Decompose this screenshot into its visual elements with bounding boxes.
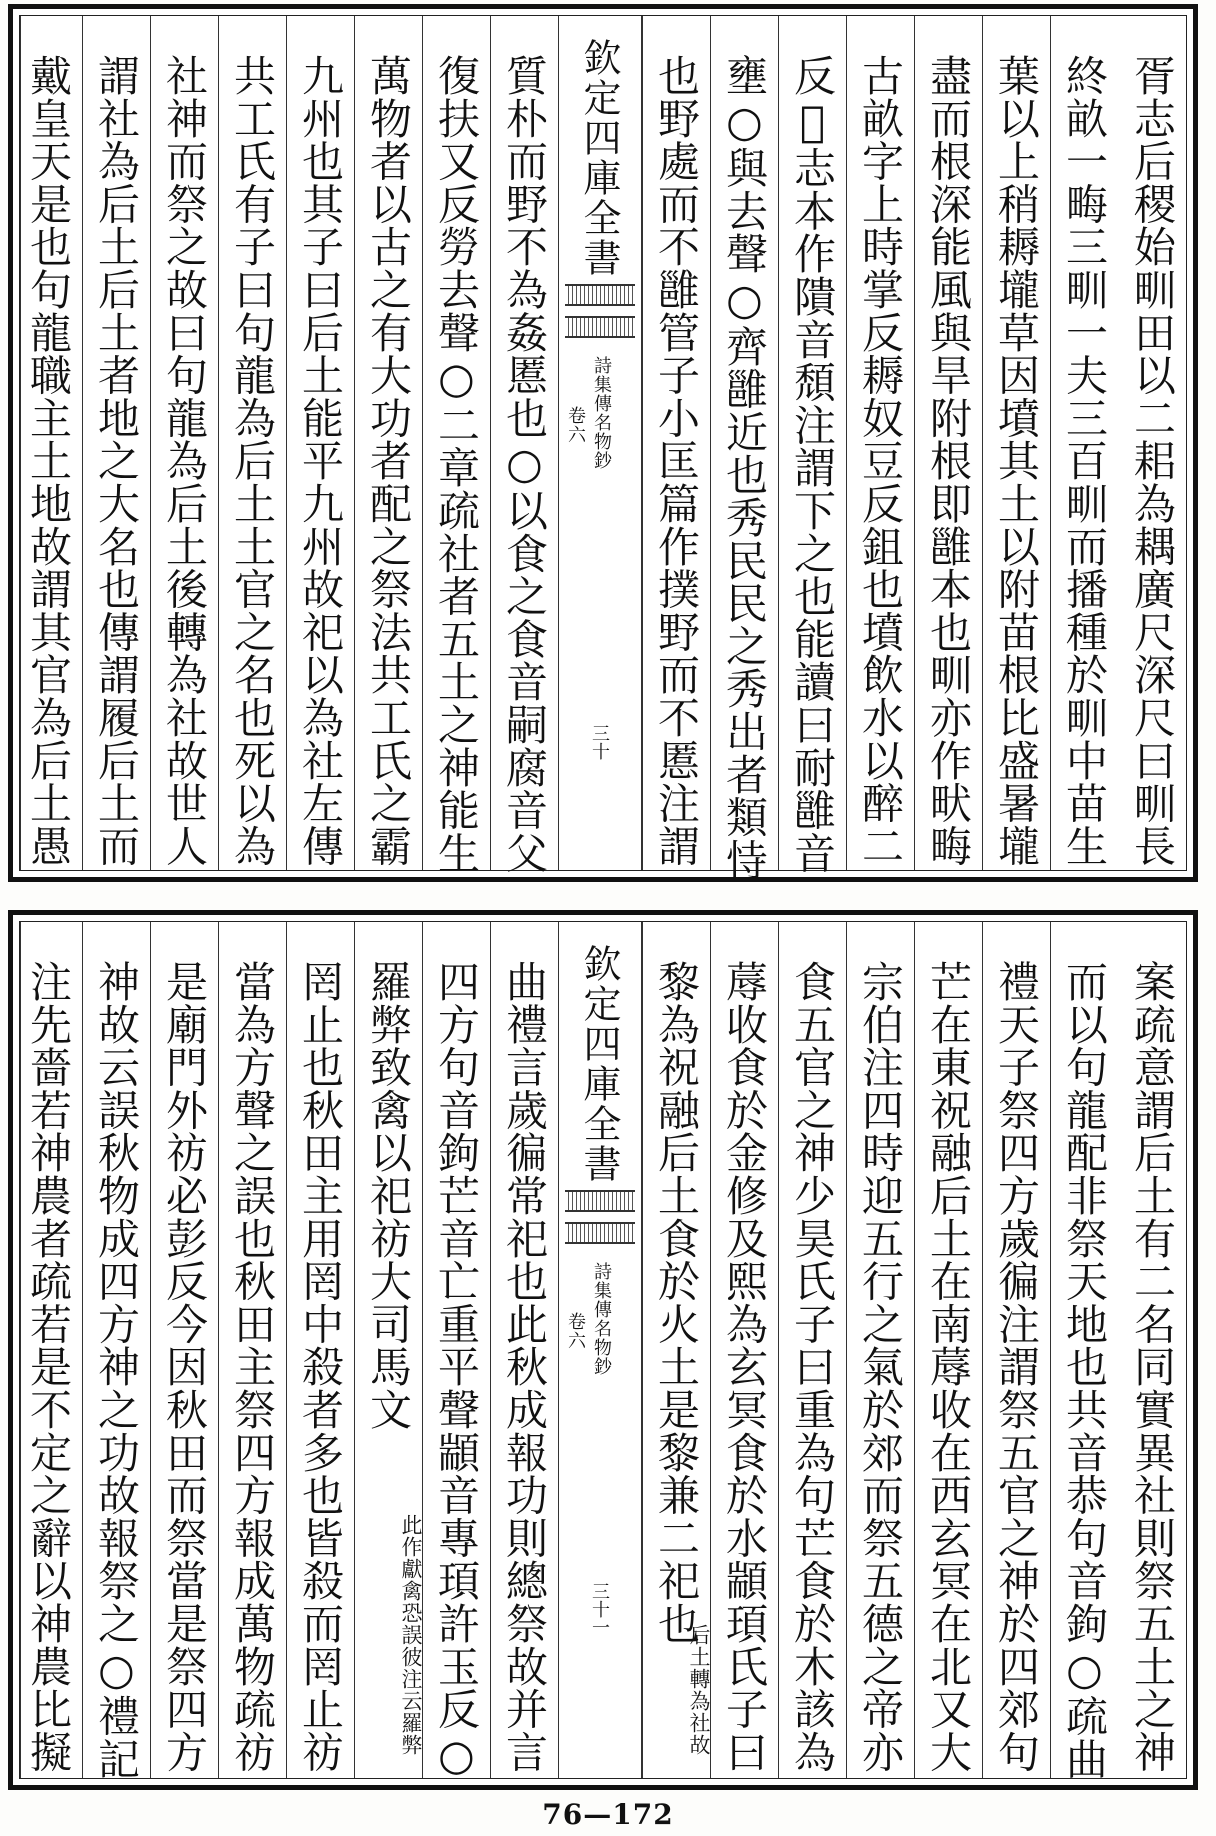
text-column xyxy=(710,16,778,882)
text-column xyxy=(642,16,710,870)
column-text: 注先嗇若神農者疏若是不定之辭以神農比擬 xyxy=(24,960,73,1774)
text-column xyxy=(218,922,286,1778)
note-line: 為社故 xyxy=(687,1690,711,1756)
column-text: 芒在東祝融后土在南蓐收在西玄冥在北又大 xyxy=(924,960,973,1774)
column-text: 終畝一畮三甽一夫三百甽而播種於甽中苗生 xyxy=(1060,54,1109,868)
center-gutter xyxy=(558,16,642,870)
column-text: 羅弊致禽以祀祊大司馬文 xyxy=(364,960,413,1431)
text-column xyxy=(286,922,354,1778)
text-column xyxy=(710,922,778,1778)
gutter-header: 欽定四庫全書 xyxy=(577,944,621,1184)
note-line: 此作獻 xyxy=(399,1514,423,1580)
column-text: 也野處而不雝管子小匡篇作撲野而不慝注謂 xyxy=(652,54,701,868)
column-text: 蓐收食於金修及熙為玄冥食於水顓頊氏子曰 xyxy=(720,960,769,1774)
text-column xyxy=(354,16,422,870)
fish-tail-ornament xyxy=(565,1190,635,1212)
fish-tail-ornament xyxy=(565,284,635,306)
gutter-header: 欽定四庫全書 xyxy=(577,38,621,278)
column-text: 葉以上稍耨壠草因墳其土以附苗根比盛暑壠 xyxy=(992,54,1041,868)
column-text: 是廟門外祊必彭反今因秋田而祭當是祭四方 xyxy=(160,960,209,1774)
column-text: 而以句龍配非祭天地也共音恭句音鉤○疏曲 xyxy=(1060,960,1109,1781)
lower-leaf-frame xyxy=(19,921,1187,1779)
text-column xyxy=(218,16,286,870)
page-number: 76—172 xyxy=(542,1798,674,1831)
column-text: 反𥘉志本作隤音頹注謂下之也能讀曰耐雝音 xyxy=(788,54,837,875)
text-column xyxy=(422,16,490,875)
text-column xyxy=(778,922,846,1778)
column-text: 食五官之神少昊氏子曰重為句芒食於木該為 xyxy=(788,960,837,1774)
fish-tail-ornament xyxy=(565,316,635,338)
interlinear-note xyxy=(355,1514,422,1756)
text-column xyxy=(82,16,150,870)
column-text: 質朴而野不為姦慝也○以食之食音嗣腐音父 xyxy=(500,54,549,875)
column-text: 謂社為后土后土者地之大名也傳謂履后土而 xyxy=(92,54,141,868)
center-gutter xyxy=(558,922,642,1778)
column-text: 神故云誤秋物成四方神之功故報祭之○禮記 xyxy=(92,960,141,1781)
text-column xyxy=(846,922,914,1778)
text-column xyxy=(490,922,558,1778)
text-column xyxy=(982,922,1050,1778)
column-text: 萬物者以古之有大功者配之祭法共工氏之霸 xyxy=(364,54,413,868)
column-text: 復扶又反勞去聲○二章疏社者五土之神能生 xyxy=(432,54,481,875)
text-column xyxy=(914,16,982,870)
text-column xyxy=(82,922,150,1781)
upper-leaf-frame xyxy=(19,15,1187,882)
column-text: 古畝字上時掌反耨奴豆反鉏也墳飲水以醉二 xyxy=(856,54,905,868)
text-column xyxy=(778,16,846,875)
column-text: 當為方聲之誤也秋田主祭四方報成萬物疏祊 xyxy=(228,960,277,1774)
text-column xyxy=(490,16,558,875)
column-text: 盡而根深能風與旱附根即雝本也甽亦作畎畮 xyxy=(924,54,973,868)
column-text: 黎為祝融后土食於火土是黎兼二祀也 xyxy=(652,960,701,1645)
text-column xyxy=(20,16,82,870)
text-column xyxy=(20,922,82,1778)
folio-number: 三十一 xyxy=(589,1582,610,1636)
text-column xyxy=(982,16,1050,870)
text-column xyxy=(846,16,914,870)
text-column xyxy=(354,922,422,1778)
column-text: 社神而祭之故曰句龍為后土後轉為社故世人 xyxy=(160,54,209,868)
text-column xyxy=(286,16,354,870)
column-text: 罔止也秋田主用罔中殺者多也皆殺而罔止祊 xyxy=(296,960,345,1774)
text-column xyxy=(422,922,490,1781)
column-text: 九州也其子曰后土能平九州故祀以為社左傳 xyxy=(296,54,345,868)
text-column xyxy=(150,922,218,1778)
column-text: 戴皇天是也句龍職主土地故謂其官為后土愚 xyxy=(24,54,73,868)
note-line: 后土轉 xyxy=(687,1624,711,1690)
lower-leaf xyxy=(8,910,1198,1790)
text-column xyxy=(642,922,710,1778)
text-column xyxy=(1050,922,1118,1781)
text-column xyxy=(1118,16,1186,870)
column-text: 共工氏有子曰句龍為后土土官之名也死以為 xyxy=(228,54,277,868)
column-text: 胥志后稷始甽田以二耜為耦廣尺深尺曰甽長 xyxy=(1128,54,1177,868)
column-text: 曲禮言歲徧常祀也此秋成報功則總祭故并言 xyxy=(500,960,549,1774)
upper-leaf xyxy=(8,4,1198,882)
column-text: 案疏意謂后土有二名同實異社則祭五土之神 xyxy=(1128,960,1177,1774)
note-line: 禽恐誤 xyxy=(399,1580,423,1646)
text-column xyxy=(1050,16,1118,870)
juan-label: 卷六 xyxy=(565,406,586,444)
juan-label: 卷六 xyxy=(565,1312,586,1350)
folio-number: 三十 xyxy=(589,724,610,760)
column-text: 禮天子祭四方歲徧注謂祭五官之神於四郊句 xyxy=(992,960,1041,1774)
book-title: 詩集傳名物鈔 xyxy=(591,1262,612,1376)
column-text: 壅○與去聲○齊雝近也秀民民之秀出者類恃 xyxy=(720,54,769,882)
column-text: 四方句音鉤芒音亡重平聲顓音專頊許玉反○ xyxy=(432,960,481,1781)
book-title: 詩集傳名物鈔 xyxy=(591,356,612,470)
column-text: 宗伯注四時迎五行之氣於郊而祭五德之帝亦 xyxy=(856,960,905,1774)
interlinear-note xyxy=(643,1624,710,1756)
text-column xyxy=(150,16,218,870)
note-line: 彼注云羅弊 xyxy=(399,1646,423,1756)
text-column xyxy=(1118,922,1186,1778)
text-column xyxy=(914,922,982,1778)
fish-tail-ornament xyxy=(565,1222,635,1244)
